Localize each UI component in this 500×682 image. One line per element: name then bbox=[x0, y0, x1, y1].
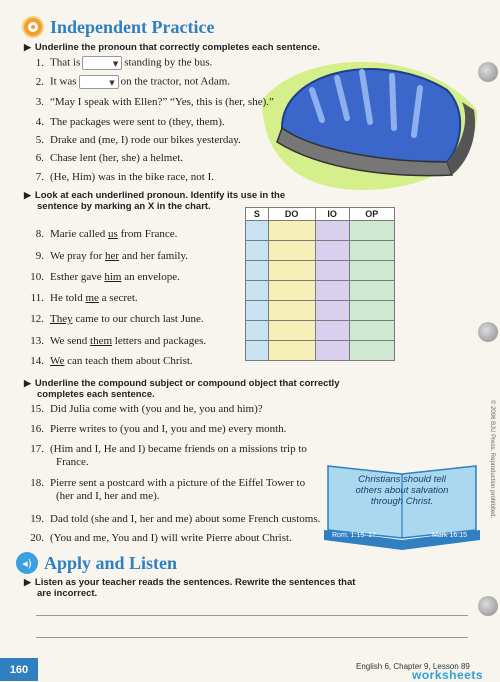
chart-row bbox=[246, 301, 395, 321]
bible-verse-text: Christians should tell others about salvation through Christ. bbox=[355, 474, 449, 507]
chart-cell-s[interactable] bbox=[246, 261, 269, 281]
chart-cell-op[interactable] bbox=[349, 281, 394, 301]
sentence-1: 1. That is ▼ standing by the bus. bbox=[26, 56, 212, 70]
underlined-pronoun: her bbox=[105, 250, 120, 262]
chart-cell-io[interactable] bbox=[315, 341, 349, 361]
underlined-pronoun: them bbox=[90, 335, 113, 347]
pronoun-use-chart bbox=[245, 207, 395, 361]
chart-cell-io[interactable] bbox=[315, 261, 349, 281]
sentence-13: 13. We send them letters and packages. bbox=[30, 335, 207, 347]
speaker-icon: ◂) bbox=[16, 552, 38, 574]
sentence-19: 19. Dad told (she and I, her and me) about some French customs. bbox=[30, 513, 321, 525]
independent-practice-heading bbox=[22, 14, 214, 40]
chart-cell-op[interactable] bbox=[349, 341, 394, 361]
column-header-op: OP bbox=[349, 208, 394, 221]
writing-line-1[interactable] bbox=[36, 615, 468, 616]
sentence-18: 18. Pierre sent a postcard with a picture of the Eiffel Tower to (her and I, her and me). bbox=[30, 477, 306, 502]
chart-cell-do[interactable] bbox=[268, 221, 315, 241]
chart-row bbox=[246, 261, 395, 281]
chart-cell-s[interactable] bbox=[246, 281, 269, 301]
chart-row bbox=[246, 281, 395, 301]
sentence-4: 4. The packages were sent to (they, them). bbox=[35, 116, 225, 128]
apply-and-listen-heading bbox=[16, 552, 177, 574]
play-triangle-icon: ▶ bbox=[24, 378, 31, 388]
open-bible-illustration bbox=[322, 460, 482, 552]
section-title: Independent Practice bbox=[50, 16, 215, 37]
chart-cell-s[interactable] bbox=[246, 221, 269, 241]
lesson-credit: English 6, Chapter 9, Lesson 89 bbox=[356, 662, 470, 671]
sentence-17: 17. (Him and I, He and I) became friends on a missions trip to France. bbox=[30, 443, 307, 468]
pronoun-dropdown-1[interactable] bbox=[82, 56, 122, 70]
chart-cell-op[interactable] bbox=[349, 321, 394, 341]
underlined-pronoun: We bbox=[50, 355, 65, 367]
sentence-15: 15. Did Julia come with (you and he, you and him)? bbox=[30, 403, 263, 415]
binder-hole-middle bbox=[478, 322, 498, 342]
column-header-io: IO bbox=[315, 208, 349, 221]
sentence-3: 3. “May I speak with Ellen?” “Yes, this is (her, she).” bbox=[35, 96, 274, 108]
chart-row bbox=[246, 221, 395, 241]
sentence-12: 12. They came to our church last June. bbox=[30, 313, 204, 325]
sentence-16: 16. Pierre writes to (you and I, you and me) every month. bbox=[30, 423, 287, 435]
sentence-9: 9. We pray for her and her family. bbox=[35, 250, 188, 262]
column-header-do: DO bbox=[268, 208, 315, 221]
sentence-20: 20. (You and me, You and I) will write Pierre about Christ. bbox=[30, 532, 292, 544]
chart-row bbox=[246, 341, 395, 361]
play-triangle-icon: ▶ bbox=[24, 577, 31, 587]
chart-cell-io[interactable] bbox=[315, 281, 349, 301]
chart-cell-do[interactable] bbox=[268, 301, 315, 321]
sentence-2: 2. It was ▼ on the tractor, not Adam. bbox=[26, 75, 230, 89]
play-triangle-icon: ▶ bbox=[24, 42, 31, 52]
chart-cell-op[interactable] bbox=[349, 221, 394, 241]
sentence-5: 5. Drake and (me, I) rode our bikes yesterday. bbox=[35, 134, 241, 146]
sentence-8: 8. Marie called us from France. bbox=[35, 228, 178, 240]
sentence-10: 10. Esther gave him an envelope. bbox=[30, 271, 180, 283]
column-header-s: S bbox=[246, 208, 269, 221]
instruction-text: Underline the pronoun that correctly completes each sentence. bbox=[34, 42, 320, 53]
chart-cell-do[interactable] bbox=[268, 281, 315, 301]
chart-cell-io[interactable] bbox=[315, 321, 349, 341]
chart-cell-do[interactable] bbox=[268, 241, 315, 261]
chart-cell-s[interactable] bbox=[246, 301, 269, 321]
copyright-notice: © 2006 BJU Press. Reproduction prohibited. bbox=[489, 400, 495, 519]
dropdown-arrow-icon: ▼ bbox=[109, 79, 115, 87]
chart-cell-s[interactable] bbox=[246, 241, 269, 261]
chart-cell-op[interactable] bbox=[349, 261, 394, 281]
bible-ref-left: Rom. 1:15–17 bbox=[332, 532, 376, 539]
underlined-pronoun: us bbox=[108, 228, 118, 240]
target-icon bbox=[22, 16, 44, 38]
instruction-3: ▶ Underline the compound subject or compound object that correctly completes each sentence. bbox=[24, 378, 340, 400]
chart-row bbox=[246, 241, 395, 261]
page-number: 160 bbox=[0, 658, 38, 681]
chart-cell-op[interactable] bbox=[349, 301, 394, 321]
dropdown-arrow-icon: ▼ bbox=[112, 60, 119, 68]
underlined-pronoun: him bbox=[104, 271, 122, 283]
play-triangle-icon: ▶ bbox=[24, 190, 31, 200]
sentence-11: 11. He told me a secret. bbox=[30, 292, 138, 304]
chart-cell-do[interactable] bbox=[268, 341, 315, 361]
section-title: Apply and Listen bbox=[44, 552, 178, 573]
chart-cell-io[interactable] bbox=[315, 241, 349, 261]
underlined-pronoun: They bbox=[50, 313, 73, 325]
instruction-2: ▶ Look at each underlined pronoun. Identify its use in the sentence by marking an X in the chart. bbox=[24, 190, 286, 212]
chart-row bbox=[246, 321, 395, 341]
underlined-pronoun: me bbox=[85, 292, 99, 304]
sentence-14: 14. We can teach them about Christ. bbox=[30, 355, 193, 367]
watermark-logo: worksheets bbox=[412, 668, 484, 682]
chart-cell-io[interactable] bbox=[315, 221, 349, 241]
chart-cell-s[interactable] bbox=[246, 321, 269, 341]
sentence-6: 6. Chase lent (her, she) a helmet. bbox=[35, 152, 184, 164]
writing-line-2[interactable] bbox=[36, 637, 468, 638]
chart-cell-do[interactable] bbox=[268, 321, 315, 341]
binder-hole-bottom bbox=[478, 596, 498, 616]
chart-cell-s[interactable] bbox=[246, 341, 269, 361]
sentence-7: 7. (He, Him) was in the bike race, not I. bbox=[35, 171, 215, 183]
bike-helmet-illustration bbox=[242, 50, 482, 200]
bible-ref-right: Mark 16:15 bbox=[432, 532, 468, 539]
chart-cell-io[interactable] bbox=[315, 301, 349, 321]
chart-cell-op[interactable] bbox=[349, 241, 394, 261]
chart-cell-do[interactable] bbox=[268, 261, 315, 281]
pronoun-dropdown-2[interactable] bbox=[79, 75, 119, 89]
instruction-4: ▶ Listen as your teacher reads the sentences. Rewrite the sentences that are incorrect. bbox=[24, 577, 356, 599]
